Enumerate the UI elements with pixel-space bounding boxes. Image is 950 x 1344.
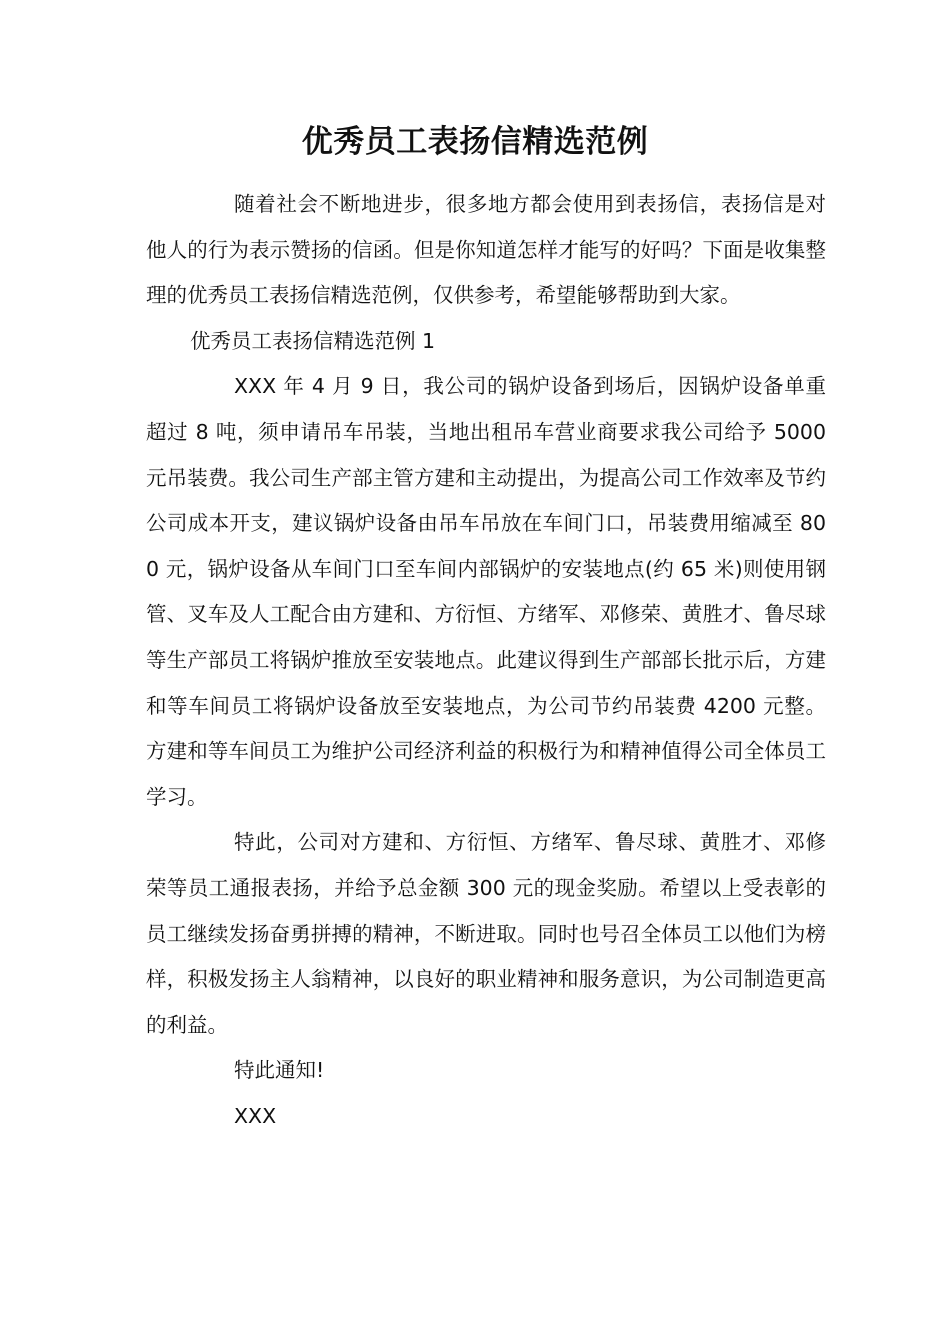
signature-line: XXX <box>234 1103 277 1128</box>
intro-paragraph: 随着社会不断地进步，很多地方都会使用到表扬信，表扬信是对他人的行为表示赞扬的信函。但是你知道怎样才能写的好吗？下面是收集整理的优秀员工表扬信精选范例，仅供参考，希望能够帮助到大家。 <box>146 192 826 308</box>
example-heading: 优秀员工表扬信精选范例 1 <box>190 328 436 353</box>
notice-line: 特此通知! <box>234 1058 325 1083</box>
document-body <box>146 182 826 1139</box>
commendation-paragraph: 特此，公司对方建和、方衍恒、方绪军、鲁尽球、黄胜才、邓修荣等员工通报表扬，并给予总金额 300 元的现金奖励。希望以上受表彰的员工继续发扬奋勇拼搏的精神，不断进取。同时也号召全体员工以他们为榜样，积极发扬主人翁精神，以良好的职业精神和服务意识，为公司制造更高的利益。 <box>146 830 826 1037</box>
body-paragraph: XXX 年 4 月 9 日，我公司的锅炉设备到场后，因锅炉设备单重超过 8 吨，须申请吊车吊装，当地出租吊车营业商要求我公司给予 5000 元吊装费。我公司生产部主管方建和主动提出，为提高公司工作效率及节约公司成本开支，建议锅炉设备由吊车吊放在车间门口，吊装费用缩减至 800 元，锅炉设备从车间门口至车间内部锅炉的安装地点(约 65 米)则使用钢管、叉车及人工配合由方建和、方衍恒、方绪军、邓修荣、黄胜才、鲁尽球等生产部员工将锅炉推放至安装地点。此建议得到生产部部长批示后，方建和等车间员工将锅炉设备放至安装地点，为公司节约吊装费 4200 元整。方建和等车间员工为维护公司经济利益的积极行为和精神值得公司全体员工学习。 <box>146 374 826 809</box>
document-title: 优秀员工表扬信精选范例 <box>301 124 649 160</box>
